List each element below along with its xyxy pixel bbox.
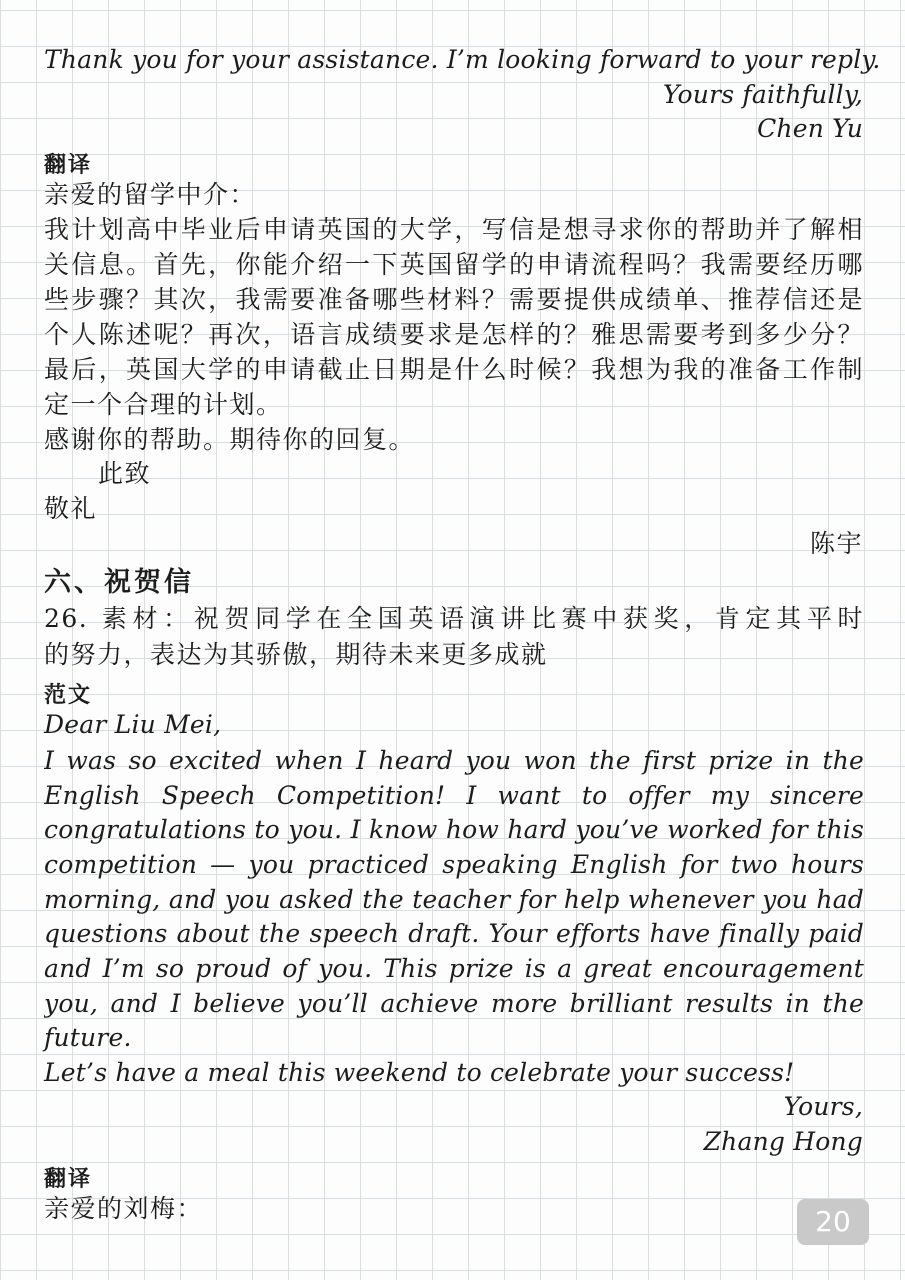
translation1-thanks: 感谢你的帮助。期待你的回复。 (44, 425, 416, 454)
letter2-closing: Let’s have a meal this weekend to celebrate your success! (44, 1058, 795, 1087)
section6-prompt-line2: 的努力，表达为其骄傲，期待未来更多成就 (44, 640, 548, 669)
letter2-body-line: morning, and you asked the teacher for help whenever you had (44, 885, 864, 914)
translation1-greeting: 亲爱的留学中介： (44, 180, 257, 209)
letter2-body-line: English Speech Competition! I want to offer my sincere (44, 781, 864, 810)
page-number-badge: 20 (797, 1199, 869, 1245)
letter2-body-line: competition — you practiced speaking English for two hours (44, 850, 864, 879)
translation1-line: 些步骤？其次，我需要准备哪些材料？需要提供成绩单、推荐信还是 (44, 285, 864, 314)
translation1-line: 关信息。首先，你能介绍一下英国留学的申请流程吗？我需要经历哪 (44, 250, 864, 279)
translation1-line: 定一个合理的计划。 (44, 390, 283, 419)
letter1-signature: Chen Yu (757, 114, 863, 143)
letter1-signoff: Yours faithfully, (662, 80, 863, 109)
letter2-body-line: questions about the speech draft. Your efforts have finally paid (44, 919, 864, 948)
letter2-body-line: and I’m so proud of you. This prize is a great encouragement (44, 954, 864, 983)
letter2-body-last: future. (44, 1023, 132, 1052)
letter2-body-line: I was so excited when I heard you won the first prize in the (44, 746, 864, 775)
letter1-closing-line: Thank you for your assistance. I’m looking forward to your reply. (44, 45, 881, 74)
letter2-signoff: Yours, (783, 1092, 863, 1121)
translation1-heading: 翻译 (44, 152, 93, 178)
letter2-body-line: congratulations to you. I know how hard you’ve worked for this (44, 815, 864, 844)
translation2-greeting: 亲爱的刘梅： (44, 1194, 204, 1223)
fanwen-heading: 范文 (44, 682, 93, 708)
section6-title: 六、祝贺信 (44, 567, 194, 598)
translation1-jingli: 敬礼 (44, 494, 98, 523)
translation1-line: 最后，英国大学的申请截止日期是什么时候？我想为我的准备工作制 (44, 355, 864, 384)
translation1-signature: 陈宇 (809, 529, 863, 558)
translation1-line: 个人陈述呢？再次，语言成绩要求是怎样的？雅思需要考到多少分？ (44, 320, 864, 349)
translation2-heading: 翻译 (44, 1166, 93, 1192)
letter2-body-line: you, and I believe you’ll achieve more brilliant results in the (44, 989, 864, 1018)
section6-prompt-line1: 26. 素材：祝贺同学在全国英语演讲比赛中获奖，肯定其平时 (44, 604, 864, 633)
translation1-cizhi: 此致 (98, 459, 152, 488)
letter2-signature: Zhang Hong (703, 1127, 863, 1156)
letter2-greeting: Dear Liu Mei, (44, 710, 222, 739)
translation1-line: 我计划高中毕业后申请英国的大学，写信是想寻求你的帮助并了解相 (44, 215, 864, 244)
